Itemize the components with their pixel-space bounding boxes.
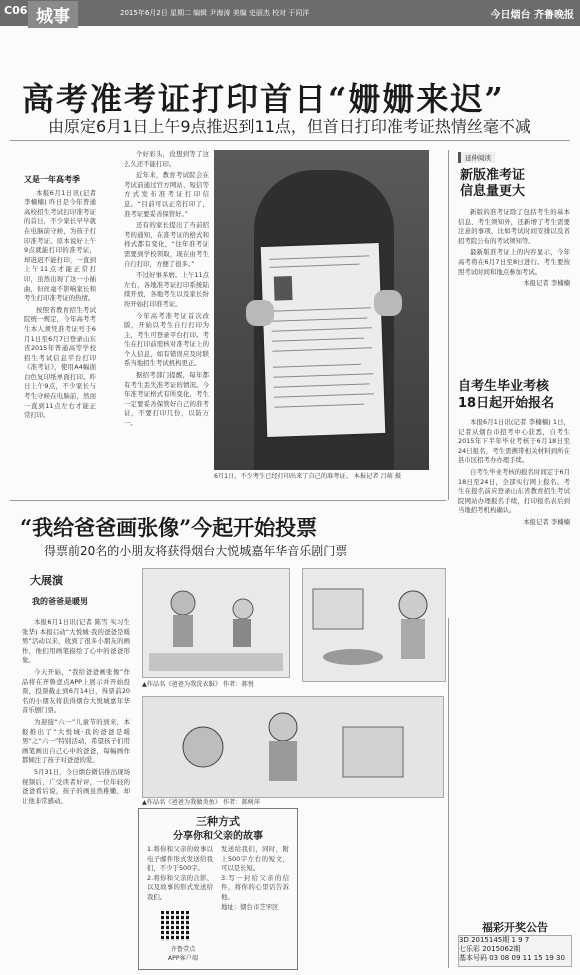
paragraph: 为迎接“六一”儿童节的到来，本报推出了“大悦城·我的爸爸是暖男”之“六一”特别活动，希望孩子们用画笔画出自己心中的爸爸，每幅画作都倾注了孩子对爸爸的爱。 [22, 717, 130, 765]
lottery-results [458, 935, 572, 967]
divider [10, 140, 570, 141]
paragraph: 还有的家长提出了当前招考的通知，在准考证的格式和样式都有变化，“往年准考证需要到学校领取，现在由考生自行打印，方便了很多。” [124, 221, 209, 268]
child-drawing-1 [142, 568, 290, 678]
kicker: 又是一年高考季 [24, 175, 80, 184]
qr-label: 齐鲁壹点 APP客户端 [167, 946, 199, 962]
byline: 本报记者 李楠楠 [523, 279, 570, 288]
page-header [0, 0, 580, 26]
article-column-2 [124, 150, 209, 502]
subheadline-2: 得票前20名的小朋友将获得烟台大悦城嘉年华音乐剧门票 [44, 544, 348, 558]
paragraph: 最新版准考证上的内容显示，今年高考将在6月7日至8日进行。考生要按照考试时间和地点参加考试。 [458, 248, 570, 276]
box-column-1: 1.将你和父亲的故事以电子邮件形式发送给我们，不少于500字。 2.将你和父亲的合影、以及故事的形式发送给我们。 [147, 845, 213, 901]
article-column-1 [24, 175, 96, 507]
activity-badge [22, 570, 104, 614]
column-divider [448, 618, 449, 968]
box-title: 三种方式 [196, 815, 240, 828]
tag-label: 延伸阅读 [458, 152, 495, 163]
drawing-caption-2: ▲作品名《爸爸为我做炎鱼》 作者：郝树萍 [142, 799, 261, 806]
paragraph: 自考生毕业考核的报名时间定于6月18日至24日，全部实行网上报名。考生在报名前应登录山东省教育招生考试院网站办理报名手续，打印报名表后到当地招考机构确认。 [458, 467, 570, 515]
paragraph: 5月31日，今日烟台微信推出现场视频后，广受读者好评，一位年轻的爸爸看后说，孩子的画虽然稚嫩，却让他非常感动。 [22, 767, 130, 805]
paragraph: 本报6月1日讯(记者 李楠楠) 昨日是今年普通高校招生考试打印准考证的首日，不少家长早早就在电脑前守候，为孩子打印准考证。原本说好上午9点就能打印的准考证，却迟迟不能打印，一直到上午11点才能正常打印，虽然出现了这一小插曲，但丝毫不影响家长和考生打印准考证的热情。 [24, 188, 96, 303]
section-name: 城事 [28, 1, 78, 28]
box-column-2: 发送给我们，同时，附上500字左右的短文，可以是长短。 3.写一封给父亲的信件，将你的心里话告诉他。 地址：烟台市芝罘区 [221, 845, 289, 911]
paragraph: 今年高考准考证首次改版，开始以考生自行打印为主，考生可登录平台打印。考生在打印前需核对准考证上的个人信息，如有错误应及时联系当地招生考试机构更正。 [124, 311, 209, 368]
headline-2: “我给爸爸画张像”今起开始投票 [20, 515, 318, 540]
qr-code [161, 911, 191, 941]
paragraph: 不过好事多磨。上午11点左右，各地准考证打印系统陆续开放，各地考生以及家长纷纷开始打印准考证。 [124, 271, 209, 308]
badge-title: 大展演 [30, 574, 63, 587]
newspaper-name: 今日烟台 齐鲁晚报 [490, 10, 574, 21]
article-column-3 [22, 618, 130, 968]
edition-info: 2015年6月2日 星期二 编辑 尹海涛 美编 史丽杰 校对 于同洋 [120, 9, 310, 17]
paragraph: 本报6月1日讯(记者 陈雪 实习生 张华) 本报启动“大悦城·我的爸爸是暖男”活动以来，收到了很多小朋友的画作，他们用画笔描绘了心中的爸爸形象。 [22, 618, 130, 665]
news-photo [214, 150, 429, 470]
sidebar-title-2: 自考生毕业考核 18日起开始报名 [458, 379, 555, 411]
subheadline: 由原定6月1日上午9点推迟到11点，但首日打印准考证热情丝毫不减 [48, 117, 531, 136]
page-number: C06 [4, 4, 28, 17]
lottery-row: 七乐彩 2015062期 [459, 945, 521, 953]
sidebar-title: 新版准考证 信息量更大 [460, 168, 526, 199]
paragraph: 本报6月1日讯(记者 李楠楠) 1日，记者从烟台市招考中心获悉，自考生2015年下半年毕业考核于6月18日至24日报名，考生需携带相关材料到所在县市区招考办办理手续。 [458, 418, 570, 465]
lottery-row: 3D 2015145期 1 9 7 [459, 936, 530, 944]
divider [10, 500, 446, 501]
paragraph: 近年来，教育考试院会在考试前通过官方网站、短信等方式发布准考证打印信息。“目前可以正常打印了，准考证要妥善保管好。” [124, 171, 209, 218]
paragraph: 今天开始，“我给爸爸画张像”作品将在齐鲁壹点APP上展示并开始投票，投票截止到6月14日，得票前20名的小朋友将获得烟台大悦城嘉年华音乐剧门票。 [22, 667, 130, 715]
headline: 高考准考证打印首日“姗姗来迟” [22, 80, 505, 118]
column-divider [448, 150, 449, 500]
drawing-caption-1: ▲作品名《爸爸为我洗衣服》 作者：郝悦 [142, 681, 254, 688]
byline: 本报记者 李楠楠 [523, 517, 570, 526]
lottery-title: 福彩开奖公告 [482, 921, 548, 934]
paragraph: 新版的准考证除了包括考生的基本信息、考生须知外，还新增了考生需要注意的事项，比如考试时间安排以及省招考院公布的考试须知等。 [458, 208, 570, 245]
paragraph: 个好彩头，没想到等了这么久还不能打印。 [124, 150, 209, 168]
paragraph: 按照省教育招生考试院统一规定，今年高考考生本人须凭准考证号于6月1日至6月7日登录山东省2015年普通高等学校招生考试信息平台打印《准考证》，使用A4幅面白色复印纸单面打印。昨日上午9点，不少家长与考生守候在电脑前，然而一直到11点左右才能正常打印。 [24, 305, 96, 420]
story-submission-box [138, 808, 298, 970]
sidebar-body [458, 208, 570, 343]
child-drawing-3 [142, 696, 444, 798]
photo-caption: 6月1日，不少考生已经打印出来了自己的准考证。 本报记者 吕萌 摄 [214, 473, 402, 480]
lottery-row: 基本号码 03 08 09 11 15 19 30 [459, 954, 565, 962]
badge-subtitle: 我的爸爸是暖男 [32, 597, 88, 606]
paragraph: 据招考部门提醒，每年都有考生丢失准考证的情况。今年准考证格式有所变化，考生一定要妥善保管好自己的准考证，不要打印几份，以防万一。 [124, 371, 209, 428]
child-drawing-2 [302, 568, 446, 682]
box-subtitle: 分享你和父亲的故事 [173, 831, 263, 842]
sidebar-body-2 [458, 418, 570, 616]
admission-ticket-image [261, 243, 386, 437]
